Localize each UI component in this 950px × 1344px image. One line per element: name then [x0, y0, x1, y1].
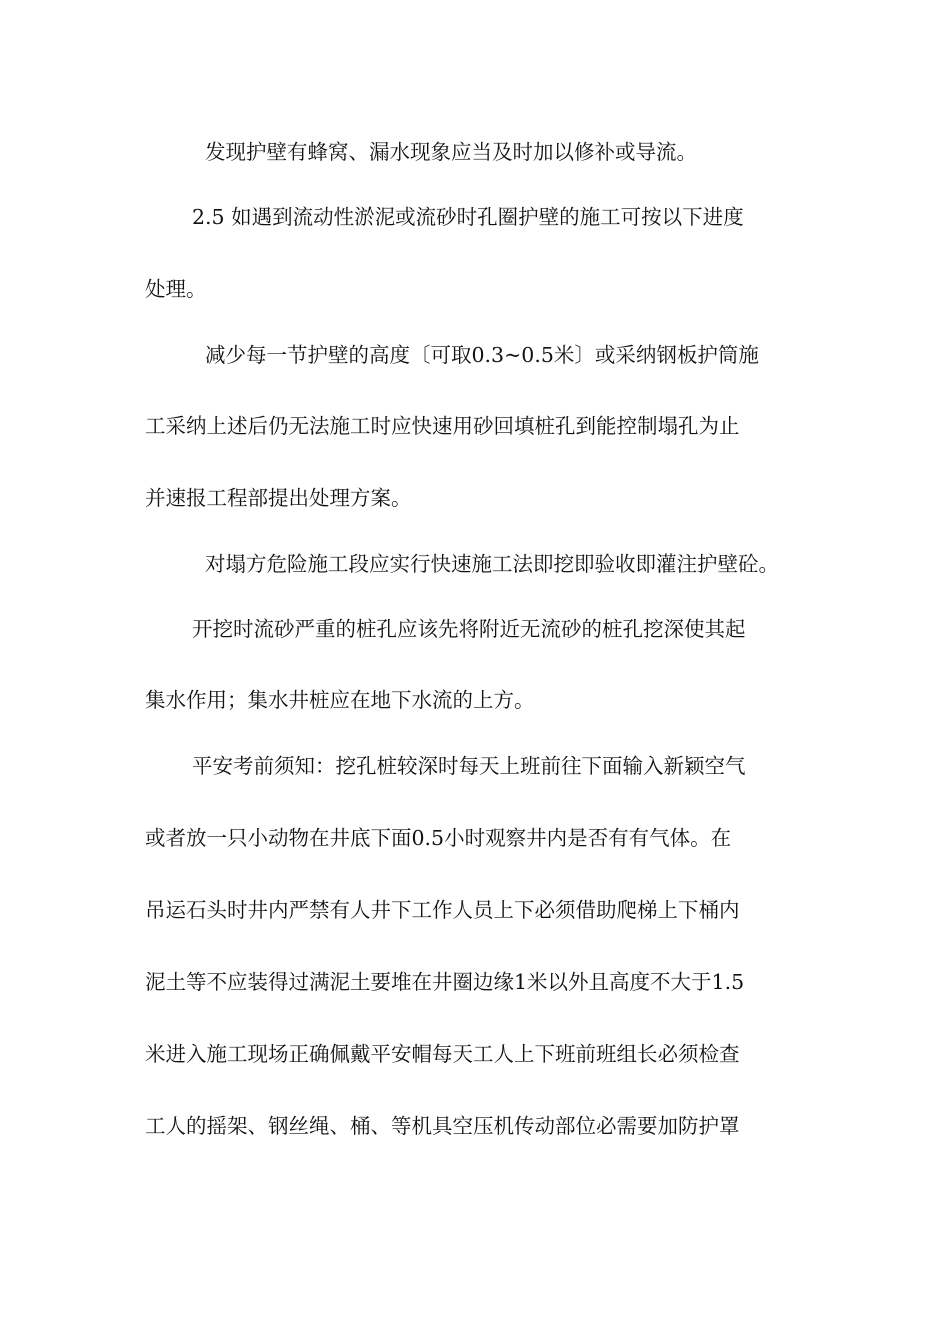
text-line: 吊运石头时井内严禁有人井下工作人员上下必须借助爬梯上下桶内	[145, 898, 740, 922]
text-line: 工采纳上述后仍无法施工时应快速用砂回填桩孔到能控制塌孔为止	[145, 414, 740, 438]
text-line: 减少每一节护壁的高度〔可取0.3~0.5米〕或采纳钢板护筒施	[205, 343, 759, 367]
text-line: 发现护壁有蜂窝、漏水现象应当及时加以修补或导流。	[205, 140, 697, 164]
text-line: 工人的摇架、钢丝绳、桶、等机具空压机传动部位必需要加防护罩	[145, 1114, 740, 1138]
text-line: 开挖时流砂严重的桩孔应该先将附近无流砂的桩孔挖深使其起	[192, 617, 746, 641]
text-line: 米进入施工现场正确佩戴平安帽每天工人上下班前班组长必须检查	[145, 1042, 740, 1066]
text-line: 泥土等不应装得过满泥土要堆在井圈边缘1米以外且高度不大于1.5	[145, 970, 745, 994]
text-line: 平安考前须知：挖孔桩较深时每天上班前往下面输入新颖空气	[192, 754, 746, 778]
text-line: 或者放一只小动物在井底下面0.5小时观察井内是否有有气体。在	[145, 826, 732, 850]
text-line: 集水作用；集水井桩应在地下水流的上方。	[145, 688, 535, 712]
text-line: 处理。	[145, 277, 207, 301]
text-line: 对塌方危险施工段应实行快速施工法即挖即验收即灌注护壁砼。	[205, 552, 779, 576]
text-line: 2.5 如遇到流动性淤泥或流砂时孔圈护壁的施工可按以下进度	[192, 205, 744, 229]
text-line: 并速报工程部提出处理方案。	[145, 486, 412, 510]
